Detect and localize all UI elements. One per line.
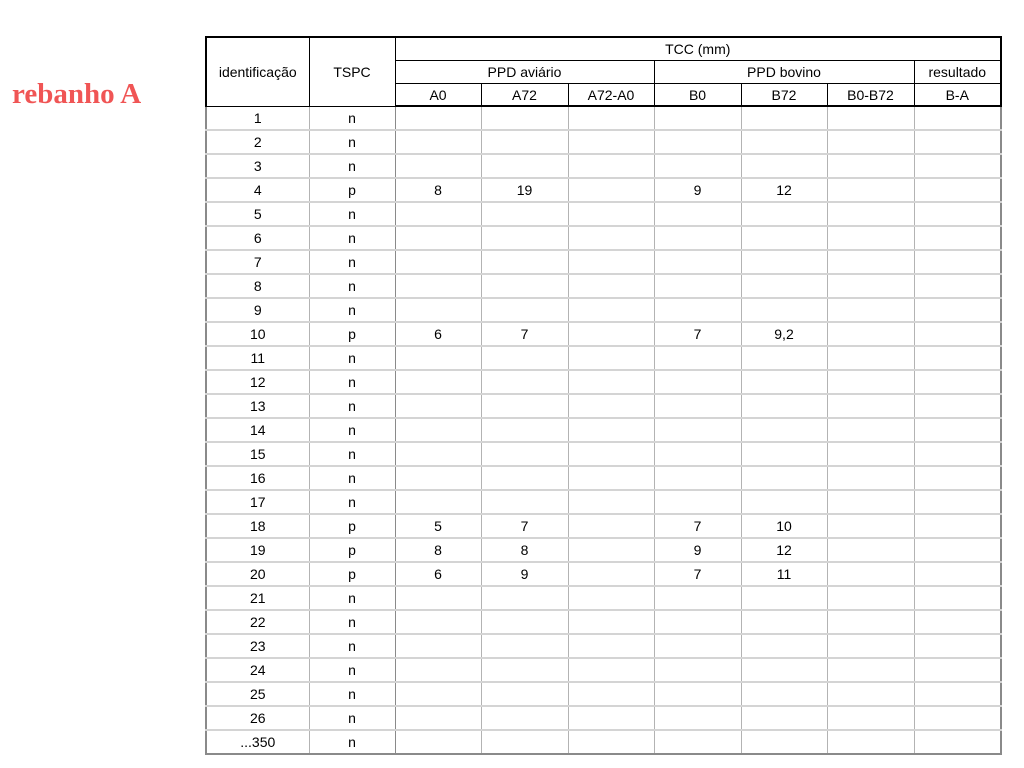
herd-title: rebanho A — [12, 78, 142, 110]
cell-identificacao: 20 — [206, 562, 309, 586]
tuberculin-test-table — [205, 36, 1002, 755]
cell-b72 — [741, 634, 827, 658]
cell-identificacao: 14 — [206, 418, 309, 442]
cell-a72-a0 — [568, 202, 654, 226]
table-row — [206, 322, 1001, 346]
table-row — [206, 562, 1001, 586]
cell-identificacao: 4 — [206, 178, 309, 202]
cell-b0-b72 — [827, 322, 914, 346]
cell-b0 — [654, 394, 741, 418]
cell-a72-a0 — [568, 442, 654, 466]
cell-a72: 7 — [481, 322, 568, 346]
cell-tspc: n — [309, 370, 395, 394]
cell-b0 — [654, 658, 741, 682]
cell-b0 — [654, 586, 741, 610]
cell-b72 — [741, 370, 827, 394]
table-row — [206, 490, 1001, 514]
cell-b0-b72 — [827, 226, 914, 250]
cell-identificacao: 9 — [206, 298, 309, 322]
cell-b0-b72 — [827, 706, 914, 730]
cell-b72 — [741, 418, 827, 442]
cell-b0 — [654, 298, 741, 322]
cell-a0 — [395, 418, 481, 442]
cell-b0-b72 — [827, 130, 914, 154]
cell-a0 — [395, 106, 481, 130]
cell-a0 — [395, 394, 481, 418]
cell-b72 — [741, 490, 827, 514]
cell-b0-b72 — [827, 154, 914, 178]
cell-identificacao: 10 — [206, 322, 309, 346]
cell-b0-b72 — [827, 634, 914, 658]
cell-b0-b72 — [827, 274, 914, 298]
table-row — [206, 514, 1001, 538]
cell-tspc: n — [309, 706, 395, 730]
cell-b-a — [914, 370, 1001, 394]
cell-a72-a0 — [568, 226, 654, 250]
cell-tspc: n — [309, 418, 395, 442]
cell-b0 — [654, 490, 741, 514]
cell-a0 — [395, 682, 481, 706]
cell-identificacao: 15 — [206, 442, 309, 466]
cell-tspc: p — [309, 178, 395, 202]
cell-b72 — [741, 250, 827, 274]
table-row — [206, 226, 1001, 250]
cell-tspc: p — [309, 538, 395, 562]
cell-b-a — [914, 250, 1001, 274]
cell-b0 — [654, 610, 741, 634]
cell-a72-a0 — [568, 394, 654, 418]
cell-b0 — [654, 130, 741, 154]
cell-b0 — [654, 274, 741, 298]
cell-b-a — [914, 298, 1001, 322]
cell-b0 — [654, 346, 741, 370]
cell-identificacao: 18 — [206, 514, 309, 538]
cell-b0 — [654, 706, 741, 730]
cell-b0-b72 — [827, 394, 914, 418]
cell-tspc: n — [309, 586, 395, 610]
cell-a72 — [481, 274, 568, 298]
table-row — [206, 370, 1001, 394]
cell-a72-a0 — [568, 682, 654, 706]
table-row — [206, 586, 1001, 610]
cell-a72-a0 — [568, 610, 654, 634]
cell-a72-a0 — [568, 274, 654, 298]
table-row — [206, 442, 1001, 466]
cell-a72-a0 — [568, 514, 654, 538]
table-row — [206, 634, 1001, 658]
cell-b0-b72 — [827, 658, 914, 682]
cell-b72 — [741, 658, 827, 682]
cell-a72: 9 — [481, 562, 568, 586]
cell-a0 — [395, 250, 481, 274]
cell-b-a — [914, 154, 1001, 178]
cell-b0-b72 — [827, 682, 914, 706]
cell-identificacao: 19 — [206, 538, 309, 562]
cell-b72 — [741, 106, 827, 130]
cell-a0 — [395, 202, 481, 226]
cell-b-a — [914, 130, 1001, 154]
cell-tspc: n — [309, 250, 395, 274]
cell-b0 — [654, 418, 741, 442]
cell-a0 — [395, 658, 481, 682]
cell-b72 — [741, 730, 827, 754]
cell-b-a — [914, 442, 1001, 466]
header-a0: A0 — [395, 84, 481, 107]
cell-b0-b72 — [827, 298, 914, 322]
cell-a72 — [481, 250, 568, 274]
cell-a72 — [481, 418, 568, 442]
cell-a0 — [395, 730, 481, 754]
cell-a72 — [481, 730, 568, 754]
cell-a72 — [481, 706, 568, 730]
cell-tspc: n — [309, 346, 395, 370]
cell-a72 — [481, 682, 568, 706]
cell-b0 — [654, 226, 741, 250]
cell-b0-b72 — [827, 106, 914, 130]
header-tcc: TCC (mm) — [395, 37, 1001, 61]
cell-tspc: n — [309, 130, 395, 154]
table-row — [206, 346, 1001, 370]
table-row — [206, 682, 1001, 706]
cell-a0: 5 — [395, 514, 481, 538]
cell-identificacao: 12 — [206, 370, 309, 394]
table-row — [206, 418, 1001, 442]
cell-tspc: n — [309, 226, 395, 250]
cell-tspc: n — [309, 298, 395, 322]
cell-b0: 7 — [654, 514, 741, 538]
cell-b-a — [914, 586, 1001, 610]
cell-a72: 19 — [481, 178, 568, 202]
cell-b0-b72 — [827, 202, 914, 226]
cell-identificacao: 5 — [206, 202, 309, 226]
cell-b72 — [741, 706, 827, 730]
header-b0-b72: B0-B72 — [827, 84, 914, 107]
cell-b0 — [654, 442, 741, 466]
cell-b72 — [741, 274, 827, 298]
cell-tspc: p — [309, 322, 395, 346]
cell-tspc: n — [309, 154, 395, 178]
cell-b0-b72 — [827, 250, 914, 274]
table-row — [206, 154, 1001, 178]
cell-a0 — [395, 634, 481, 658]
table-row — [206, 706, 1001, 730]
cell-tspc: n — [309, 394, 395, 418]
cell-identificacao: 17 — [206, 490, 309, 514]
cell-tspc: n — [309, 466, 395, 490]
header-identificacao: identificação — [206, 37, 309, 106]
cell-b-a — [914, 730, 1001, 754]
cell-b72: 11 — [741, 562, 827, 586]
cell-identificacao: 13 — [206, 394, 309, 418]
cell-identificacao: 3 — [206, 154, 309, 178]
table-row — [206, 466, 1001, 490]
cell-a72: 8 — [481, 538, 568, 562]
cell-b0-b72 — [827, 538, 914, 562]
cell-a72-a0 — [568, 730, 654, 754]
cell-identificacao: 25 — [206, 682, 309, 706]
cell-b-a — [914, 490, 1001, 514]
cell-b-a — [914, 634, 1001, 658]
cell-a72-a0 — [568, 250, 654, 274]
cell-b-a — [914, 658, 1001, 682]
cell-b72 — [741, 466, 827, 490]
cell-a72 — [481, 466, 568, 490]
cell-b0-b72 — [827, 730, 914, 754]
table-row — [206, 298, 1001, 322]
cell-a0 — [395, 610, 481, 634]
table-row — [206, 130, 1001, 154]
cell-tspc: n — [309, 658, 395, 682]
cell-a72-a0 — [568, 562, 654, 586]
cell-identificacao: 2 — [206, 130, 309, 154]
table-row — [206, 250, 1001, 274]
cell-b72 — [741, 682, 827, 706]
cell-b72 — [741, 346, 827, 370]
table-row — [206, 658, 1001, 682]
cell-identificacao: 16 — [206, 466, 309, 490]
cell-a72 — [481, 154, 568, 178]
table-header — [206, 37, 1001, 106]
cell-a72 — [481, 202, 568, 226]
cell-a0 — [395, 586, 481, 610]
cell-b-a — [914, 706, 1001, 730]
cell-a72-a0 — [568, 298, 654, 322]
cell-tspc: p — [309, 514, 395, 538]
cell-b0-b72 — [827, 346, 914, 370]
cell-b72: 9,2 — [741, 322, 827, 346]
cell-b0-b72 — [827, 586, 914, 610]
cell-a0: 6 — [395, 322, 481, 346]
cell-a72 — [481, 226, 568, 250]
cell-identificacao: 22 — [206, 610, 309, 634]
header-resultado: resultado — [914, 61, 1001, 84]
cell-a72 — [481, 610, 568, 634]
cell-a72-a0 — [568, 346, 654, 370]
cell-a0 — [395, 274, 481, 298]
cell-b-a — [914, 322, 1001, 346]
cell-b0 — [654, 682, 741, 706]
cell-b-a — [914, 538, 1001, 562]
cell-a0 — [395, 706, 481, 730]
cell-b0 — [654, 106, 741, 130]
table-row — [206, 106, 1001, 130]
table-body — [206, 106, 1001, 754]
cell-b-a — [914, 562, 1001, 586]
table-row — [206, 538, 1001, 562]
cell-a72-a0 — [568, 706, 654, 730]
cell-a0: 8 — [395, 538, 481, 562]
cell-b-a — [914, 682, 1001, 706]
cell-b0 — [654, 730, 741, 754]
cell-a72-a0 — [568, 154, 654, 178]
cell-a72 — [481, 106, 568, 130]
cell-b72 — [741, 130, 827, 154]
cell-a0 — [395, 298, 481, 322]
cell-a0 — [395, 130, 481, 154]
header-ppd-aviario: PPD aviário — [395, 61, 654, 84]
cell-identificacao: 21 — [206, 586, 309, 610]
cell-b72 — [741, 226, 827, 250]
header-ppd-bovino: PPD bovino — [654, 61, 914, 84]
table-row — [206, 610, 1001, 634]
cell-b72 — [741, 202, 827, 226]
cell-a72 — [481, 634, 568, 658]
cell-b0-b72 — [827, 610, 914, 634]
cell-b-a — [914, 394, 1001, 418]
cell-a72-a0 — [568, 490, 654, 514]
cell-identificacao: 23 — [206, 634, 309, 658]
cell-tspc: n — [309, 682, 395, 706]
cell-a72-a0 — [568, 538, 654, 562]
cell-a72-a0 — [568, 418, 654, 442]
cell-a0 — [395, 490, 481, 514]
cell-a0 — [395, 466, 481, 490]
cell-b0 — [654, 154, 741, 178]
table-row — [206, 274, 1001, 298]
table-row — [206, 394, 1001, 418]
cell-identificacao: 7 — [206, 250, 309, 274]
cell-a72-a0 — [568, 178, 654, 202]
cell-a0: 6 — [395, 562, 481, 586]
table-row — [206, 730, 1001, 754]
cell-a72 — [481, 586, 568, 610]
cell-b-a — [914, 514, 1001, 538]
table-row — [206, 178, 1001, 202]
cell-b0-b72 — [827, 418, 914, 442]
cell-tspc: n — [309, 442, 395, 466]
cell-b-a — [914, 466, 1001, 490]
cell-b0-b72 — [827, 490, 914, 514]
cell-a0 — [395, 442, 481, 466]
cell-identificacao: 26 — [206, 706, 309, 730]
cell-b-a — [914, 274, 1001, 298]
cell-a72-a0 — [568, 658, 654, 682]
cell-a0 — [395, 370, 481, 394]
cell-b72 — [741, 586, 827, 610]
cell-a72 — [481, 130, 568, 154]
cell-identificacao: ...350 — [206, 730, 309, 754]
cell-tspc: n — [309, 106, 395, 130]
cell-b72 — [741, 394, 827, 418]
cell-a0 — [395, 346, 481, 370]
cell-b0-b72 — [827, 466, 914, 490]
cell-b72 — [741, 442, 827, 466]
cell-b0: 7 — [654, 322, 741, 346]
cell-b72 — [741, 154, 827, 178]
header-b0: B0 — [654, 84, 741, 107]
cell-a72 — [481, 346, 568, 370]
cell-b0: 9 — [654, 538, 741, 562]
cell-b0 — [654, 250, 741, 274]
cell-tspc: n — [309, 274, 395, 298]
cell-tspc: p — [309, 562, 395, 586]
cell-a72-a0 — [568, 586, 654, 610]
cell-b72: 12 — [741, 178, 827, 202]
cell-b0 — [654, 634, 741, 658]
cell-a72-a0 — [568, 106, 654, 130]
cell-b0 — [654, 202, 741, 226]
cell-b-a — [914, 202, 1001, 226]
cell-b72 — [741, 298, 827, 322]
cell-b0-b72 — [827, 442, 914, 466]
cell-a0: 8 — [395, 178, 481, 202]
cell-identificacao: 11 — [206, 346, 309, 370]
header-tspc: TSPC — [309, 37, 395, 106]
table-row — [206, 202, 1001, 226]
cell-tspc: n — [309, 730, 395, 754]
cell-b0: 7 — [654, 562, 741, 586]
cell-b-a — [914, 418, 1001, 442]
cell-b0: 9 — [654, 178, 741, 202]
cell-a72-a0 — [568, 466, 654, 490]
cell-b-a — [914, 610, 1001, 634]
cell-b0-b72 — [827, 178, 914, 202]
cell-b-a — [914, 346, 1001, 370]
header-a72-a0: A72-A0 — [568, 84, 654, 107]
cell-b0 — [654, 466, 741, 490]
cell-tspc: n — [309, 202, 395, 226]
cell-b72: 10 — [741, 514, 827, 538]
cell-a72-a0 — [568, 322, 654, 346]
cell-a72 — [481, 370, 568, 394]
cell-identificacao: 6 — [206, 226, 309, 250]
cell-b-a — [914, 178, 1001, 202]
cell-a72-a0 — [568, 130, 654, 154]
cell-a72-a0 — [568, 370, 654, 394]
header-b72: B72 — [741, 84, 827, 107]
cell-identificacao: 8 — [206, 274, 309, 298]
header-b-a: B-A — [914, 84, 1001, 107]
cell-a72 — [481, 394, 568, 418]
cell-b72 — [741, 610, 827, 634]
cell-a0 — [395, 226, 481, 250]
cell-b0-b72 — [827, 562, 914, 586]
cell-a72 — [481, 490, 568, 514]
cell-a72 — [481, 658, 568, 682]
cell-b-a — [914, 226, 1001, 250]
cell-a0 — [395, 154, 481, 178]
cell-b0 — [654, 370, 741, 394]
cell-b72: 12 — [741, 538, 827, 562]
cell-a72 — [481, 442, 568, 466]
cell-identificacao: 1 — [206, 106, 309, 130]
header-a72: A72 — [481, 84, 568, 107]
cell-b-a — [914, 106, 1001, 130]
cell-tspc: n — [309, 610, 395, 634]
cell-tspc: n — [309, 634, 395, 658]
cell-identificacao: 24 — [206, 658, 309, 682]
cell-b0-b72 — [827, 514, 914, 538]
cell-a72: 7 — [481, 514, 568, 538]
cell-tspc: n — [309, 490, 395, 514]
cell-b0-b72 — [827, 370, 914, 394]
cell-a72 — [481, 298, 568, 322]
cell-a72-a0 — [568, 634, 654, 658]
